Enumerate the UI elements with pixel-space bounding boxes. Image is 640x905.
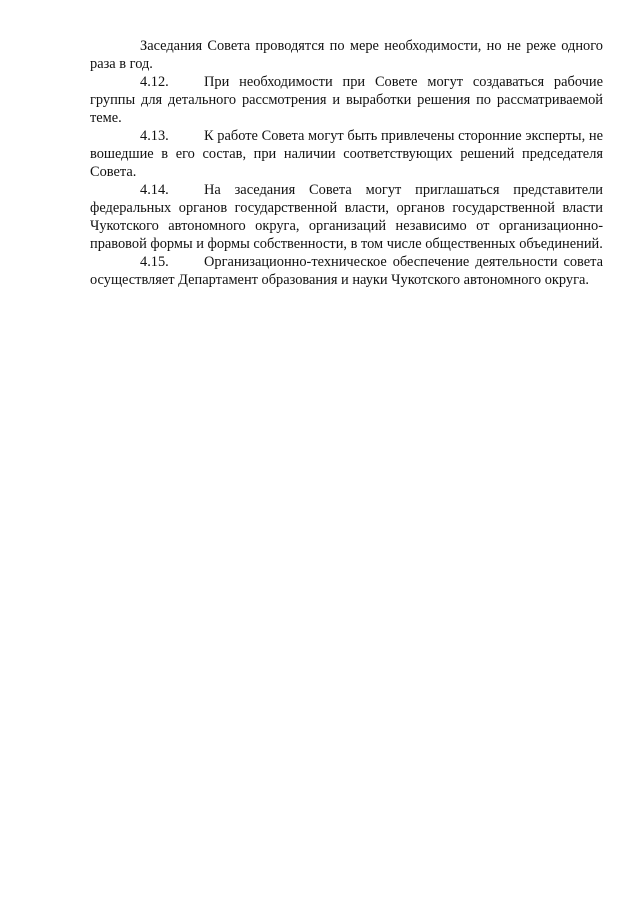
paragraph-4-13	[90, 127, 603, 181]
paragraph-number: 4.12.	[140, 74, 169, 90]
paragraph-number: 4.15.	[140, 254, 169, 270]
paragraph-4-14	[90, 181, 603, 253]
paragraph-4-12	[90, 73, 603, 127]
paragraph-number: 4.14.	[140, 182, 169, 198]
paragraph-4-15	[90, 253, 603, 289]
document-body	[90, 37, 603, 289]
paragraph-text: При необходимости при Совете могут создаваться рабочие группы для детального рассмотрения и выработки решения по рассматриваемой теме.	[90, 74, 603, 126]
paragraph-text: На заседания Совета могут приглашаться представители федеральных органов государственной власти, органов государственной власти Чукотского автономного округа, организаций независимо от организационно-правовой формы и формы собственности, в том числе общественных объединений.	[90, 182, 603, 252]
paragraph-text: Заседания Совета проводятся по мере необходимости, но не реже одного раза в год.	[90, 38, 603, 72]
paragraph-text: Организационно-техническое обеспечение деятельности совета осуществляет Департамент образования и науки Чукотского автономного округа.	[90, 254, 603, 288]
paragraph-number: 4.13.	[140, 128, 169, 144]
paragraph-4-11-continuation	[90, 37, 603, 73]
paragraph-text: К работе Совета могут быть привлечены сторонние эксперты, не вошедшие в его состав, при наличии соответствующих решений председателя Совета.	[90, 128, 603, 180]
